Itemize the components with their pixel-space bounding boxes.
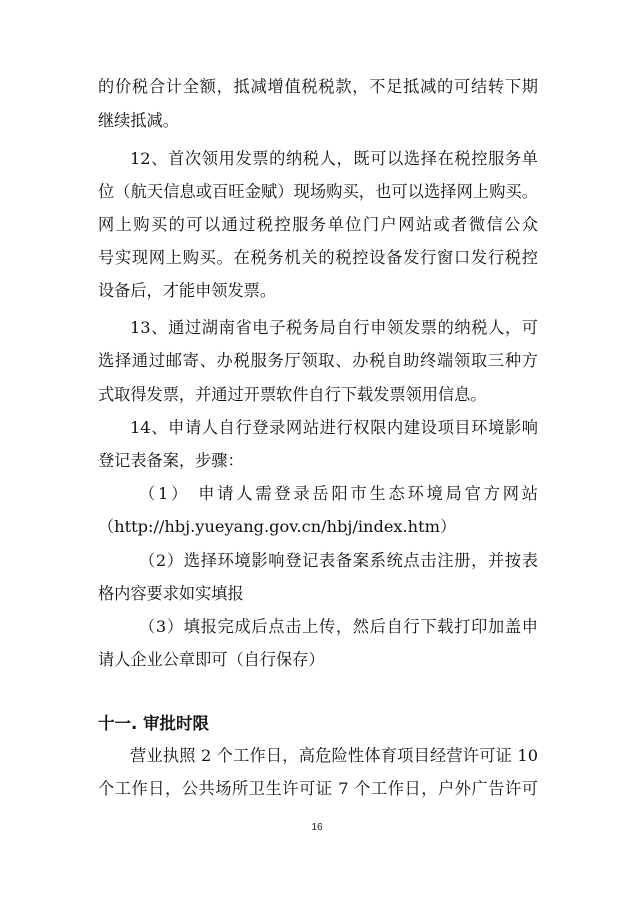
text-line: 格内容要求如实填报 — [98, 584, 244, 603]
text-line: 网上购买的可以通过税控服务单位门户网站或者微信公众 — [98, 215, 538, 234]
approval-time-line: 营业执照 2 个工作日，高危险性体育项目经营许可证 10 — [130, 746, 538, 765]
text-line: 式取得发票，并通过开票软件自行下载发票领用信息。 — [98, 385, 487, 404]
step-1-line: （1） 申请人需登录岳阳市生态环境局官方网站 — [139, 484, 538, 503]
text-line: 位（航天信息或百旺金赋）现场购买，也可以选择网上购买。 — [98, 182, 538, 201]
step-1-url: （http://hbj.yueyang.gov.cn/hbj/index.htm） — [98, 517, 457, 536]
text-line: 选择通过邮寄、办税服务厅领取、办税自助终端领取三种方 — [98, 351, 538, 370]
paragraph-13-line: 13、通过湖南省电子税务局自行申领发票的纳税人，可 — [130, 318, 538, 337]
text-line: 登记表备案，步骤： — [98, 451, 244, 470]
step-3-line: （3）填报完成后点击上传，然后自行下载打印加盖申 — [139, 617, 538, 636]
page-number: 16 — [311, 822, 323, 833]
text-line: 请人企业公章即可（自行保存） — [98, 650, 325, 669]
section-heading: 十一. 审批时限 — [98, 714, 210, 733]
paragraph-14-line: 14、申请人自行登录网站进行权限内建设项目环境影响 — [130, 418, 538, 437]
paragraph-12-line: 12、首次领用发票的纳税人，既可以选择在税控服务单 — [130, 149, 538, 168]
text-line: 的价税合计全额，抵减增值税税款，不足抵减的可结转下期 — [98, 77, 538, 96]
step-2-line: （2）选择环境影响登记表备案系统点击注册，并按表 — [139, 551, 538, 570]
text-line: 设备后，才能申领发票。 — [98, 281, 277, 300]
text-line: 继续抵减。 — [98, 111, 179, 130]
text-line: 个工作日，公共场所卫生许可证 7 个工作日，户外广告许可 — [98, 779, 538, 798]
text-line: 号实现网上购买。在税务机关的税控设备发行窗口发行税控 — [98, 248, 538, 267]
